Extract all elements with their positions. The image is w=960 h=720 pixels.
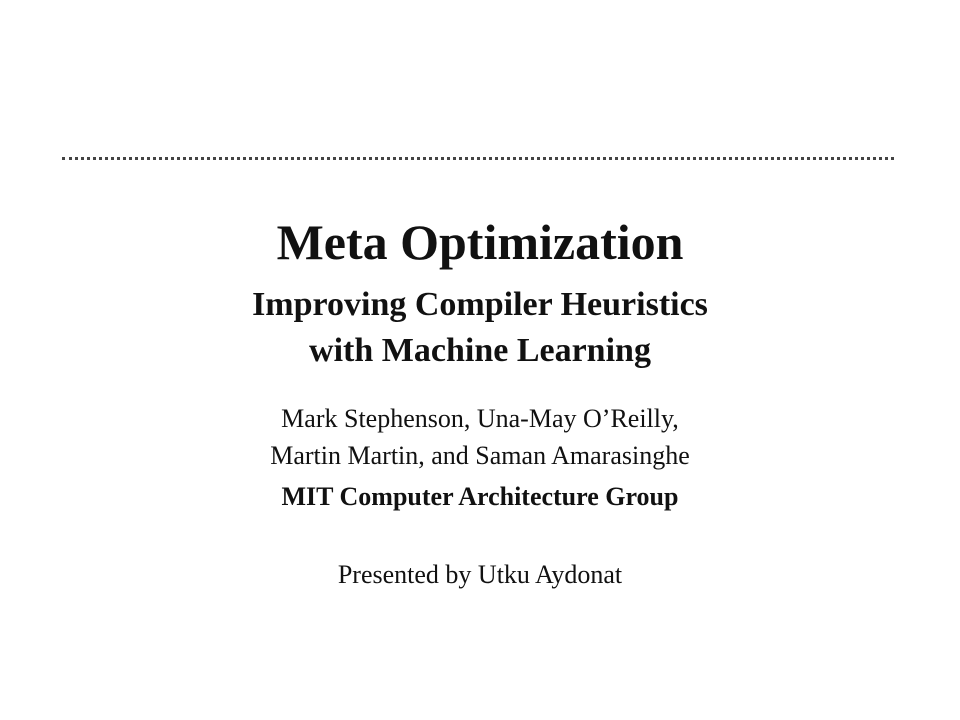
- slide-title: Meta Optimization: [276, 214, 684, 270]
- authors-line-2: Martin Martin, and Saman Amarasinghe: [270, 441, 690, 470]
- presenter-line: Presented by Utku Aydonat: [337, 560, 623, 589]
- authors-line-1: Mark Stephenson, Una-May O’Reilly,: [281, 404, 679, 433]
- subtitle-line-1: Improving Compiler Heuristics: [252, 286, 708, 323]
- slide-subtitle: [0, 282, 960, 374]
- dotted-divider: [62, 157, 894, 160]
- affiliation: MIT Computer Architecture Group: [281, 482, 679, 511]
- authors-block: [0, 400, 960, 474]
- subtitle-line-2: with Machine Learning: [309, 332, 651, 369]
